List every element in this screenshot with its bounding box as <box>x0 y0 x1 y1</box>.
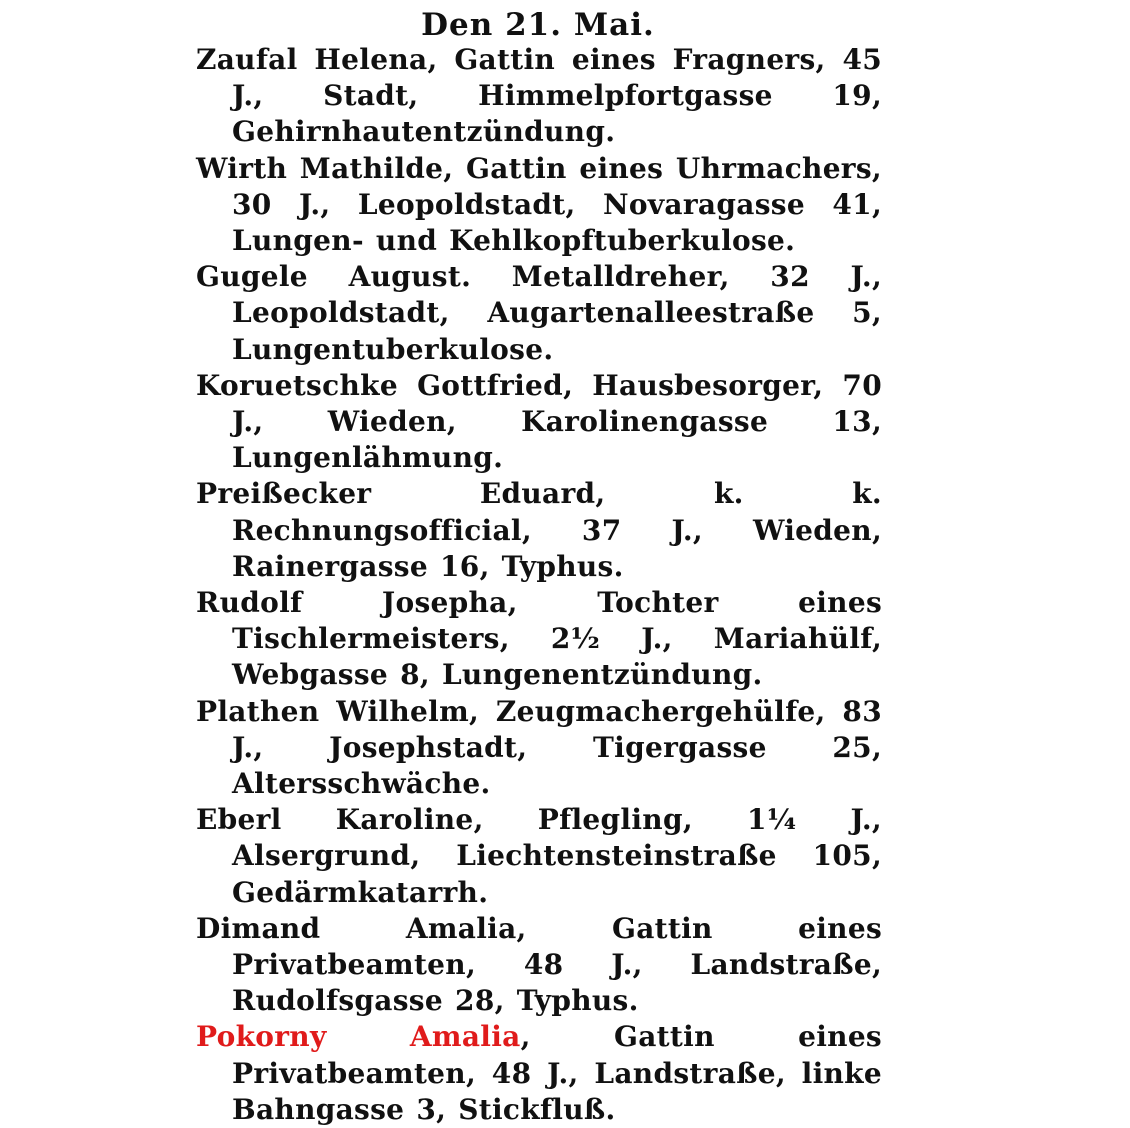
death-notice-entry <box>196 368 882 477</box>
death-notice-entry <box>196 259 882 368</box>
death-notice-entry-highlighted <box>196 1019 882 1128</box>
entry-details: , k. k. Rechnungsofficial, 37 J., Wieden, Rainergasse 16, Typhus. <box>232 477 882 583</box>
entry-details: , Pflegling, 1¼ J., Alsergrund, Liechtensteinstraße 105, Gedärmkatarrh. <box>232 803 882 909</box>
entry-name: Wirth Mathilde <box>196 151 444 185</box>
date-heading: Den 21. Mai. <box>421 7 655 43</box>
death-notice-entry <box>196 585 882 694</box>
death-notice-entry <box>196 151 882 260</box>
death-notice-entry <box>196 42 882 151</box>
entry-name: Gugele August <box>196 260 462 294</box>
entry-details: , Gattin eines Fragners, 45 J., Stadt, Himmelpfortgasse 19, Gehirnhautentzündung. <box>232 43 883 149</box>
death-notice-entry <box>196 911 882 1020</box>
death-notice-entry <box>196 476 882 585</box>
entry-name: Preißecker Eduard <box>196 477 596 511</box>
entry-details: , Gattin eines Uhrmachers, 30 J., Leopoldstadt, Novaragasse 41, Lungen- und Kehlkopftuberkulose. <box>232 151 882 258</box>
entry-details: . Metalldreher, 32 J., Leopoldstadt, Augartenalleestraße 5, Lungentuberkulose. <box>232 260 882 366</box>
death-notice-entry <box>196 694 882 803</box>
entry-details: , Zeugmachergehülfe, 83 J., Josephstadt, Tigergasse 25, Altersschwäche. <box>232 694 882 801</box>
death-notice-entry <box>196 802 882 911</box>
entry-name: Rudolf Josepha <box>196 586 508 620</box>
entry-details: , Gattin eines Privatbeamten, 48 J., Landstraße, linke Bahngasse 3, Stickfluß. <box>232 1020 882 1126</box>
entry-name-highlighted: Pokorny Amalia <box>196 1020 521 1054</box>
death-notice-list <box>196 42 882 1128</box>
entry-name: Plathen Wilhelm <box>196 694 469 728</box>
entry-name: Dimand Amalia <box>196 911 517 945</box>
entry-details: , Gattin eines Privatbeamten, 48 J., Landstraße, Rudolfsgasse 28, Typhus. <box>232 911 883 1018</box>
entry-name: Zaufal Helena <box>196 43 428 76</box>
entry-name: Koruetschke Gottfried <box>196 368 564 402</box>
entry-details: , Tochter eines Tischlermeisters, 2½ J., Mariahülf, Webgasse 8, Lungenentzündung. <box>232 586 883 692</box>
entry-details: , Hausbesorger, 70 J., Wieden, Karolinengasse 13, Lungenlähmung. <box>232 368 882 475</box>
entry-name: Eberl Karoline <box>196 803 474 837</box>
